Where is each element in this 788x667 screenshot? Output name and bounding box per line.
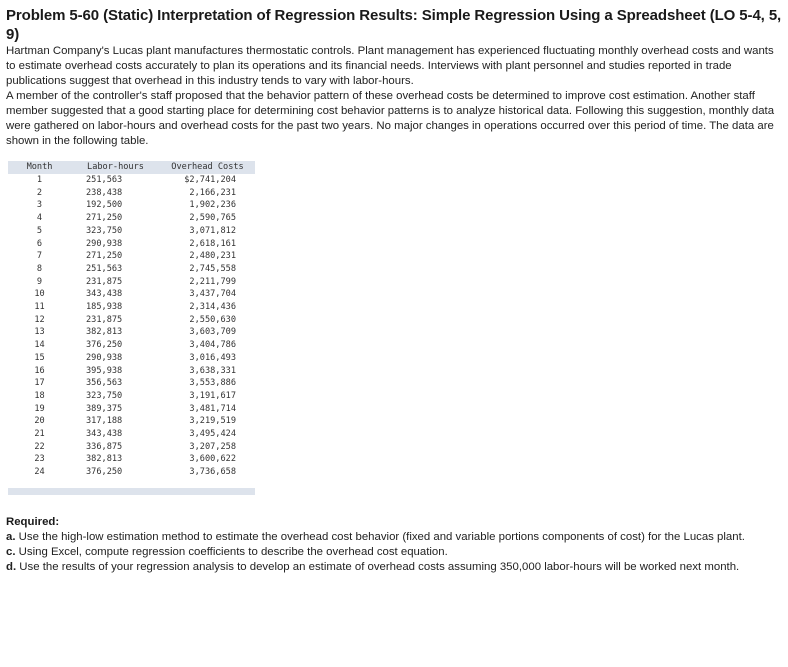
cell-overhead-costs: 3,736,658 — [189, 467, 236, 478]
cell-labor-hours: 343,438 — [86, 429, 123, 440]
cell-overhead-costs: 2,590,765 — [189, 213, 236, 224]
table-row — [8, 212, 255, 225]
cell-labor-hours: 356,563 — [86, 378, 123, 389]
cell-overhead-costs: 2,745,558 — [189, 263, 236, 274]
intro-paragraph: Hartman Company's Lucas plant manufactures thermostatic controls. Plant management has experienced fluctuating monthly overhead costs and wants to estimate overhead costs accurately to plan its operations and its financial needs. Interviews with plant personnel and studies reported in trade publications suggest that overhead in this industry tends to vary with labor-hours. — [6, 45, 774, 87]
cell-labor-hours: 323,750 — [86, 225, 123, 236]
required-item-label: c. — [6, 545, 16, 558]
table-row — [8, 187, 255, 200]
cell-month: 15 — [34, 352, 45, 363]
cell-overhead-costs-wrap — [160, 466, 255, 479]
required-section — [6, 515, 782, 575]
cell-labor-hours: 376,250 — [86, 467, 123, 478]
cell-labor-hours: 290,938 — [86, 238, 123, 249]
cell-month: 17 — [34, 378, 45, 389]
cell-labor-hours-wrap — [71, 276, 160, 289]
table-row — [8, 352, 255, 365]
table-row — [8, 326, 255, 339]
cell-overhead-costs-wrap — [160, 441, 255, 454]
cell-overhead-costs-wrap — [160, 225, 255, 238]
data-table — [8, 161, 255, 479]
required-item-text: Using Excel, compute regression coefficients to describe the overhead cost equation. — [18, 545, 448, 558]
cell-labor-hours-wrap — [71, 453, 160, 466]
cell-overhead-costs: 3,219,519 — [189, 416, 236, 427]
cell-labor-hours: 343,438 — [86, 289, 123, 300]
cell-labor-hours-wrap — [71, 415, 160, 428]
cell-overhead-costs-wrap — [160, 377, 255, 390]
cell-month: 18 — [34, 390, 45, 401]
table-row — [8, 403, 255, 416]
table-footer-bar — [8, 488, 255, 495]
cell-overhead-costs: 3,603,709 — [189, 327, 236, 338]
cell-labor-hours-wrap — [71, 212, 160, 225]
cell-labor-hours-wrap — [71, 225, 160, 238]
required-item-label: a. — [6, 530, 16, 543]
cell-labor-hours: 290,938 — [86, 352, 123, 363]
cell-overhead-costs-wrap — [160, 390, 255, 403]
table-row — [8, 288, 255, 301]
cell-overhead-costs-wrap — [160, 212, 255, 225]
cell-labor-hours-wrap — [71, 187, 160, 200]
cell-overhead-costs-wrap — [160, 415, 255, 428]
cell-month: 8 — [36, 263, 43, 274]
cell-labor-hours: 376,250 — [86, 340, 123, 351]
cell-overhead-costs-wrap — [160, 352, 255, 365]
cell-overhead-costs: 3,191,617 — [189, 390, 236, 401]
cell-overhead-costs-wrap — [160, 428, 255, 441]
cell-labor-hours-wrap — [71, 326, 160, 339]
cell-overhead-costs-wrap — [160, 326, 255, 339]
cell-labor-hours: 251,563 — [86, 263, 123, 274]
cell-overhead-costs-wrap — [160, 238, 255, 251]
cell-overhead-costs: 3,553,886 — [189, 378, 236, 389]
cell-labor-hours: 251,563 — [86, 175, 123, 185]
cell-labor-hours: 271,250 — [86, 213, 123, 224]
cell-month: 24 — [34, 467, 45, 478]
cell-labor-hours-wrap — [71, 250, 160, 263]
cell-labor-hours-wrap — [71, 441, 160, 454]
cell-labor-hours-wrap — [71, 377, 160, 390]
table-row — [8, 238, 255, 251]
table-row — [8, 415, 255, 428]
cell-labor-hours: 238,438 — [86, 187, 123, 198]
cell-labor-hours: 382,813 — [86, 327, 123, 338]
cell-overhead-costs: 3,071,812 — [189, 225, 236, 236]
cell-overhead-costs: $2,741,204 — [184, 175, 236, 185]
table-row — [8, 466, 255, 479]
cell-month: 12 — [34, 314, 45, 325]
table-body — [8, 174, 255, 479]
table-row — [8, 276, 255, 289]
cell-month: 10 — [34, 289, 45, 300]
required-item-c — [6, 545, 782, 560]
cell-month: 2 — [36, 187, 43, 198]
cell-overhead-costs: 3,016,493 — [189, 352, 236, 363]
cell-overhead-costs: 3,600,622 — [189, 454, 236, 465]
cell-labor-hours-wrap — [71, 365, 160, 378]
cell-overhead-costs: 2,314,436 — [189, 302, 236, 313]
data-table-container — [8, 161, 255, 495]
cell-labor-hours: 231,875 — [86, 276, 123, 287]
cell-labor-hours-wrap — [71, 238, 160, 251]
cell-labor-hours: 317,188 — [86, 416, 123, 427]
cell-overhead-costs: 3,495,424 — [189, 429, 236, 440]
cell-overhead-costs: 2,618,161 — [189, 238, 236, 249]
cell-overhead-costs: 3,638,331 — [189, 365, 236, 376]
cell-overhead-costs: 1,902,236 — [189, 200, 236, 211]
cell-labor-hours: 389,375 — [86, 403, 123, 414]
cell-overhead-costs: 2,166,231 — [189, 187, 236, 198]
cell-overhead-costs: 2,550,630 — [189, 314, 236, 325]
cell-labor-hours: 323,750 — [86, 390, 123, 401]
cell-month: 21 — [34, 429, 45, 440]
cell-labor-hours: 231,875 — [86, 314, 123, 325]
cell-month: 20 — [34, 416, 45, 427]
cell-month: 4 — [36, 213, 43, 224]
cell-overhead-costs: 3,481,714 — [189, 403, 236, 414]
cell-month: 16 — [34, 365, 45, 376]
cell-labor-hours-wrap — [71, 339, 160, 352]
header-labor-hours: Labor-hours — [71, 161, 160, 174]
cell-labor-hours-wrap — [71, 390, 160, 403]
cell-month: 1 — [36, 175, 43, 185]
cell-month: 13 — [34, 327, 45, 338]
table-row — [8, 250, 255, 263]
cell-overhead-costs-wrap — [160, 403, 255, 416]
cell-overhead-costs-wrap — [160, 453, 255, 466]
cell-month: 3 — [36, 200, 43, 211]
cell-overhead-costs-wrap — [160, 250, 255, 263]
cell-overhead-costs-wrap — [160, 187, 255, 200]
table-row — [8, 199, 255, 212]
table-row — [8, 225, 255, 238]
cell-labor-hours: 192,500 — [86, 200, 123, 211]
table-row — [8, 365, 255, 378]
table-row — [8, 453, 255, 466]
context-paragraph: A member of the controller's staff proposed that the behavior pattern of these overhead costs be determined to improve cost estimation. Another staff member suggested that a good starting place for determining cost behavior patterns is to analyze historical data. Following this suggestion, monthly data were gathered on labor-hours and overhead costs for the past two years. No major changes in operations occurred over this period of time. The data are shown in the following table. — [6, 90, 775, 147]
problem-title: Problem 5-60 (Static) Interpretation of Regression Results: Simple Regression Using a Spreadsheet (LO 5-4, 5, 9) — [6, 7, 782, 43]
cell-overhead-costs-wrap — [160, 339, 255, 352]
header-month: Month — [8, 161, 71, 174]
cell-month: 6 — [36, 238, 43, 249]
cell-overhead-costs: 3,437,704 — [189, 289, 236, 300]
required-item-d — [6, 560, 782, 575]
cell-overhead-costs-wrap — [160, 288, 255, 301]
required-item-a — [6, 530, 782, 545]
table-row — [8, 263, 255, 276]
cell-overhead-costs-wrap — [160, 199, 255, 212]
table-row — [8, 390, 255, 403]
cell-month: 11 — [34, 302, 45, 313]
cell-labor-hours: 395,938 — [86, 365, 123, 376]
cell-overhead-costs-wrap — [160, 276, 255, 289]
cell-overhead-costs-wrap — [160, 301, 255, 314]
cell-labor-hours-wrap — [71, 288, 160, 301]
cell-labor-hours-wrap — [71, 174, 160, 187]
cell-labor-hours: 185,938 — [86, 302, 123, 313]
cell-overhead-costs-wrap — [160, 314, 255, 327]
table-row — [8, 339, 255, 352]
cell-labor-hours-wrap — [71, 403, 160, 416]
required-item-text: Use the high-low estimation method to estimate the overhead cost behavior (fixed and variable portions components of cost) for the Lucas plant. — [18, 530, 745, 543]
cell-month: 22 — [34, 441, 45, 452]
cell-labor-hours-wrap — [71, 263, 160, 276]
cell-month: 7 — [36, 251, 43, 262]
required-heading: Required: — [6, 515, 60, 528]
cell-labor-hours: 271,250 — [86, 251, 123, 262]
cell-overhead-costs: 2,211,799 — [189, 276, 236, 287]
cell-labor-hours-wrap — [71, 428, 160, 441]
cell-overhead-costs-wrap — [160, 174, 255, 187]
table-row — [8, 441, 255, 454]
cell-month: 14 — [34, 340, 45, 351]
table-header-row — [8, 161, 255, 174]
cell-labor-hours-wrap — [71, 352, 160, 365]
cell-overhead-costs-wrap — [160, 263, 255, 276]
cell-overhead-costs: 3,207,258 — [189, 441, 236, 452]
table-row — [8, 428, 255, 441]
header-overhead-costs: Overhead Costs — [160, 161, 255, 174]
cell-overhead-costs: 3,404,786 — [189, 340, 236, 351]
cell-month: 23 — [34, 454, 45, 465]
table-row — [8, 314, 255, 327]
cell-labor-hours-wrap — [71, 314, 160, 327]
cell-overhead-costs: 2,480,231 — [189, 251, 236, 262]
required-item-label: d. — [6, 560, 17, 573]
table-row — [8, 377, 255, 390]
cell-labor-hours-wrap — [71, 199, 160, 212]
cell-overhead-costs-wrap — [160, 365, 255, 378]
cell-labor-hours-wrap — [71, 301, 160, 314]
cell-labor-hours: 382,813 — [86, 454, 123, 465]
cell-month: 9 — [36, 276, 43, 287]
cell-month: 5 — [36, 225, 43, 236]
cell-month: 19 — [34, 403, 45, 414]
required-item-text: Use the results of your regression analysis to develop an estimate of overhead costs assuming 350,000 labor-hours will be worked next month. — [19, 560, 740, 573]
table-row — [8, 174, 255, 187]
cell-labor-hours-wrap — [71, 466, 160, 479]
cell-labor-hours: 336,875 — [86, 441, 123, 452]
table-row — [8, 301, 255, 314]
